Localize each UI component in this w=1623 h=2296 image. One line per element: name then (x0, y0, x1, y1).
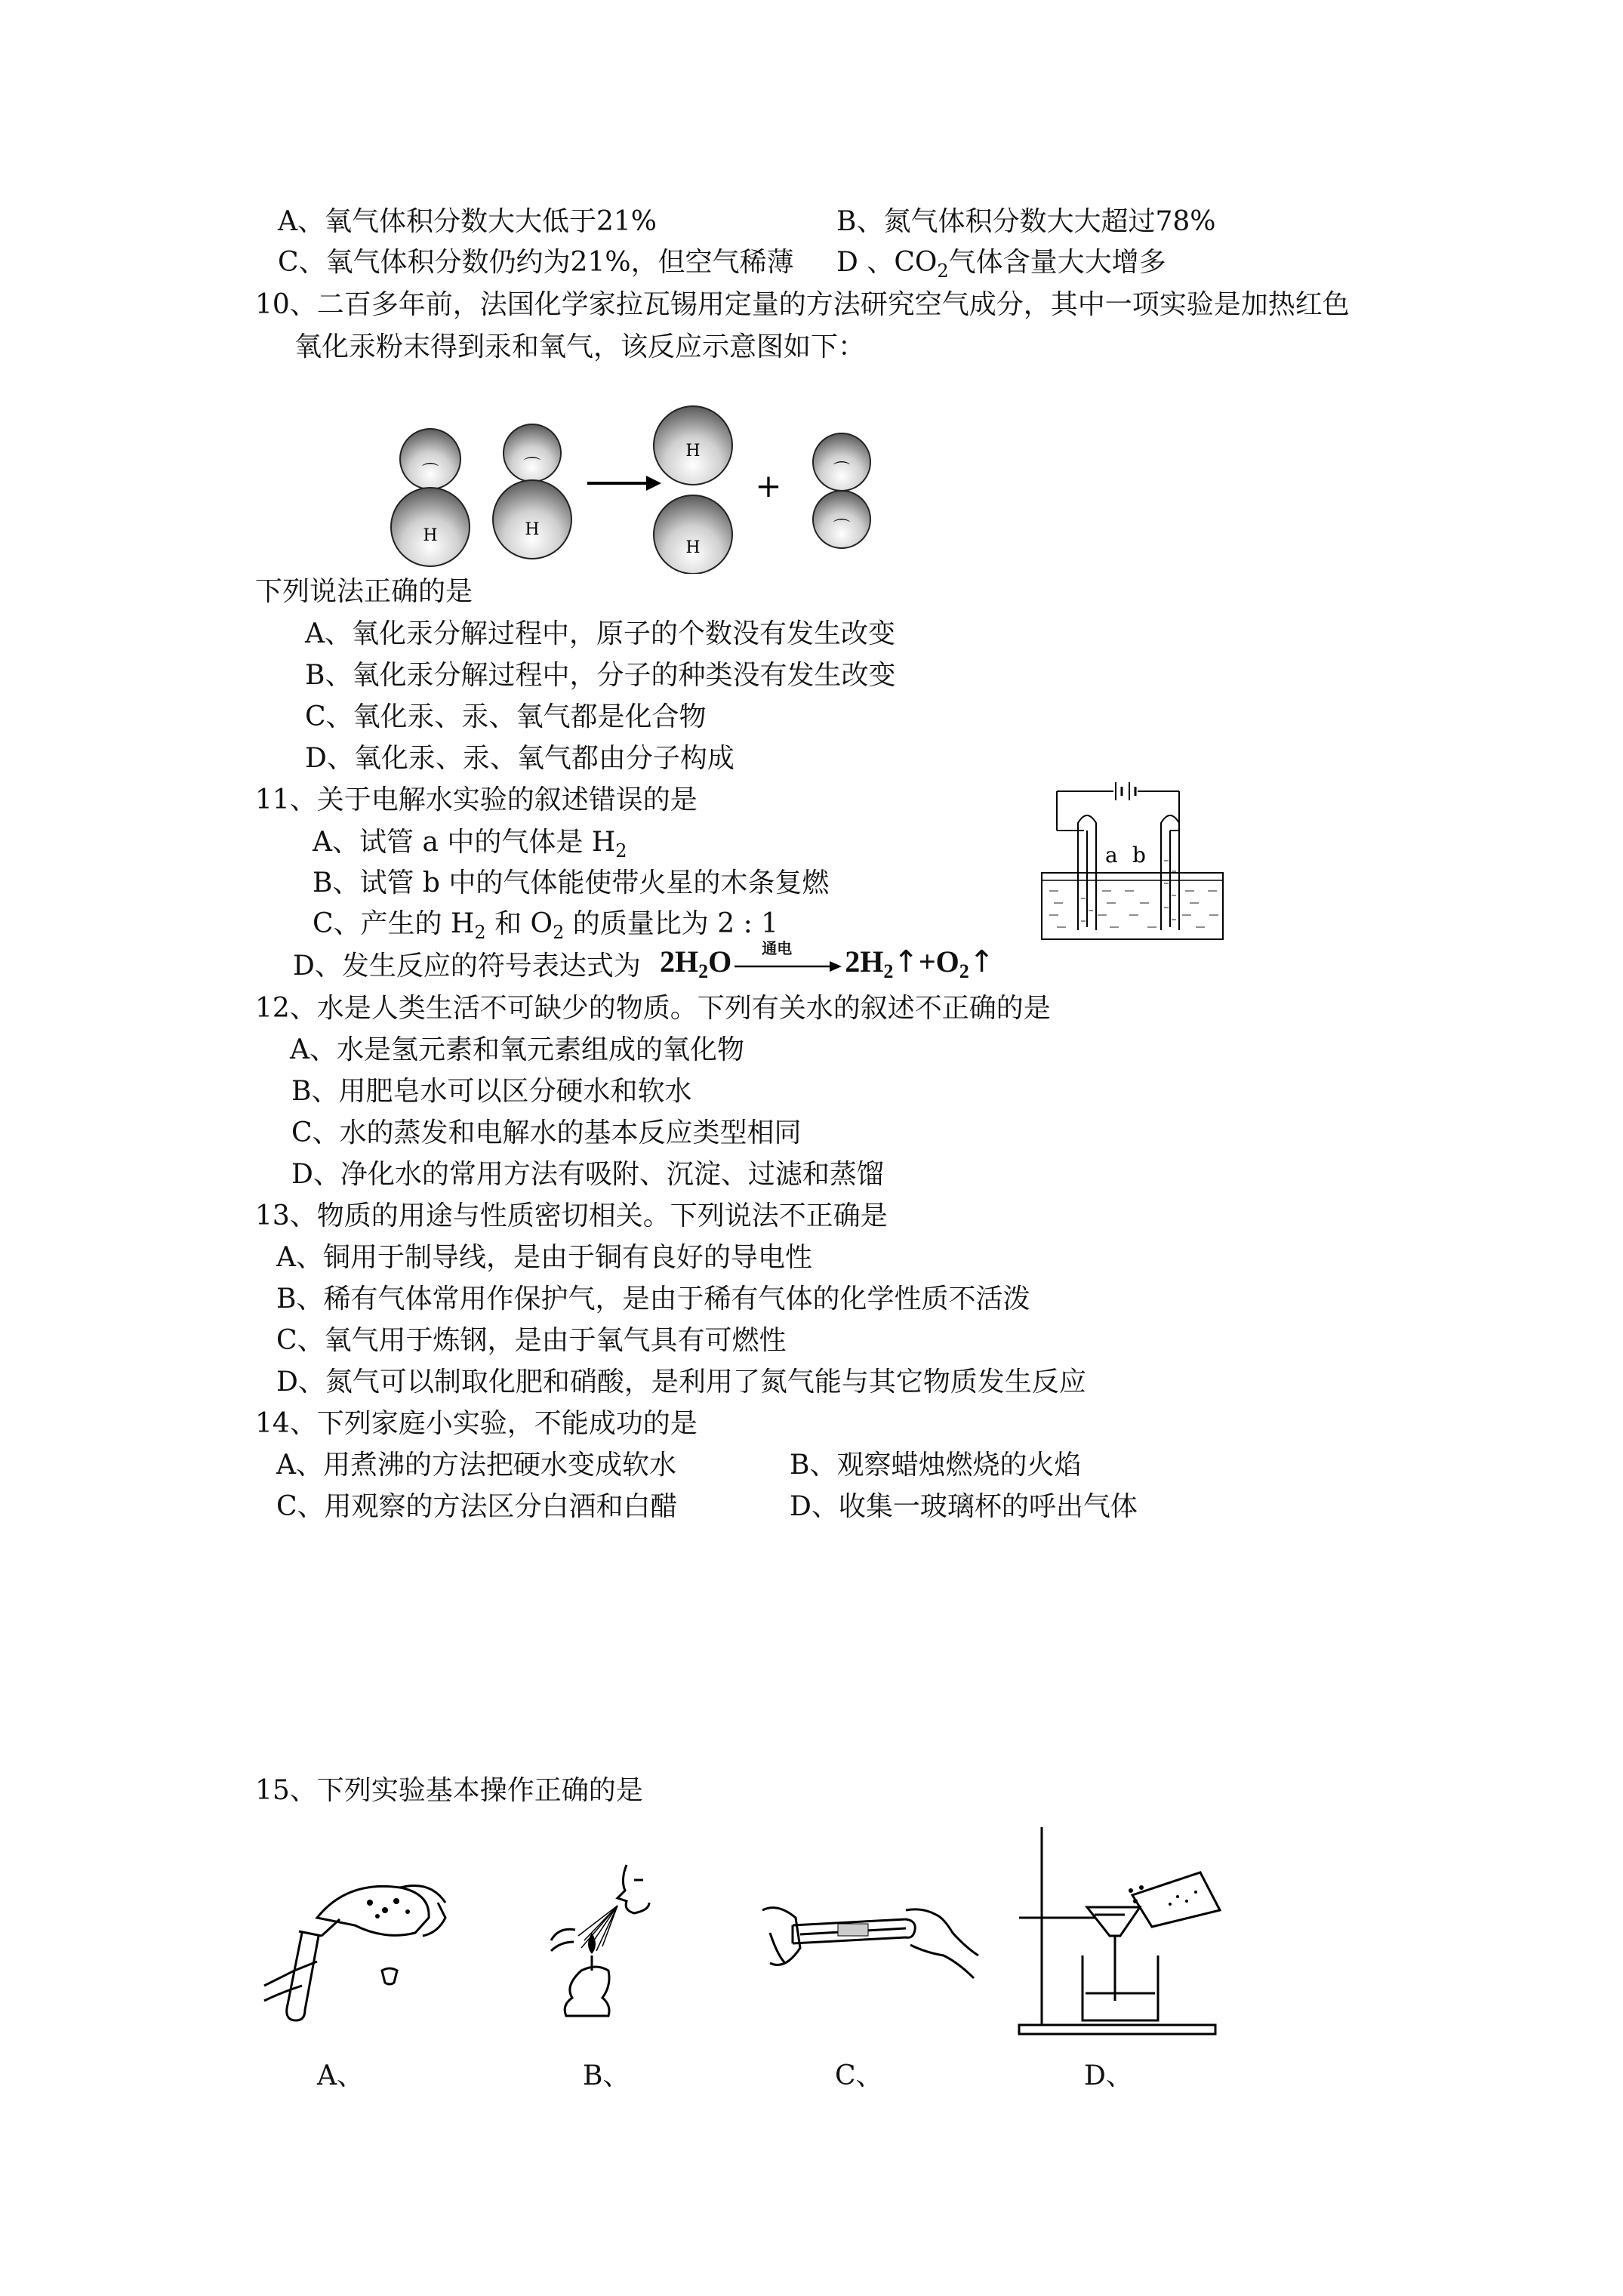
q15-label-c: C、 (835, 2060, 883, 2091)
q10-option-d: D、氧化汞、汞、氧气都由分子构成 (305, 743, 735, 774)
atom-label: ⌒ (833, 519, 851, 538)
q9-option-b (836, 205, 1216, 239)
reaction-arrow (587, 476, 661, 491)
q10-stem-line2: 氧化汞粉末得到汞和氧气，该反应示意图如下： (294, 331, 866, 362)
atom-label: H (685, 538, 701, 557)
q14-stem: 14、下列家庭小实验，不能成功的是 (255, 1408, 698, 1439)
q11-stem: 11、关于电解水实验的叙述错误的是 (255, 784, 698, 815)
atom-label: ⌒ (523, 457, 541, 476)
option-text: 氧气体积分数大大低于21% (325, 206, 658, 237)
q9-option-d (836, 246, 1166, 282)
reaction-condition: 通电 (762, 938, 793, 957)
q15-label-b: B、 (583, 2060, 630, 2091)
q12-option-c: C、水的蒸发和电解水的基本反应类型相同 (291, 1117, 802, 1148)
electrolysis-equation (660, 938, 995, 982)
q10-option-b: B、氧化汞分解过程中，分子的种类没有发生改变 (305, 660, 896, 691)
gas-arrow: ↑ (893, 945, 919, 979)
q12-option-a: A、水是氢元素和氧元素组成的氧化物 (290, 1034, 744, 1065)
option-letter: C、 (278, 247, 326, 278)
formula-text: +O (918, 945, 959, 978)
option-text: 和 O (485, 908, 553, 939)
q14-option-d: D、收集一玻璃杯的呼出气体 (790, 1491, 1138, 1522)
formula-text: O (708, 945, 732, 978)
q10-option-a: A、氧化汞分解过程中，原子的个数没有发生改变 (305, 618, 895, 649)
q12-stem: 12、水是人类生活不可缺少的物质。下列有关水的叙述不正确的是 (255, 993, 1051, 1024)
pouring-liquid-figure (257, 1872, 453, 2023)
q15-stem: 15、下列实验基本操作正确的是 (255, 1775, 643, 1806)
atom-label: H (423, 526, 438, 545)
q14-option-b: B、观察蜡烛燃烧的火焰 (790, 1450, 1082, 1481)
option-text: 氮气体积分数大大超过78% (883, 206, 1216, 237)
q9-option-a (278, 205, 657, 239)
filtration-setup-figure (1012, 1812, 1238, 2039)
subscript: 2 (553, 922, 565, 943)
alcohol-lamp-figure (536, 1857, 702, 2031)
q14-option-a: A、用煮沸的方法把硬水变成软水 (276, 1450, 676, 1481)
water-trough (1042, 873, 1223, 939)
plus-sign: + (755, 467, 782, 504)
option-text: CO (894, 247, 938, 278)
q9-option-c (278, 246, 794, 279)
q15-label-a: A、 (317, 2060, 364, 2091)
option-text: C、产生的 H (313, 908, 475, 939)
subscript: 2 (474, 922, 486, 943)
tube-a-label: a (1105, 843, 1118, 868)
option-letter: A、 (278, 206, 325, 237)
q12-option-d: D、净化水的常用方法有吸附、沉淀、过滤和蒸馏 (291, 1159, 884, 1190)
atom-label: ⌒ (833, 461, 851, 480)
q13-option-c: C、氧气用于炼钢，是由于氧气具有可燃性 (276, 1325, 787, 1356)
q13-option-b: B、稀有气体常用作保护气，是由于稀有气体的化学性质不活泼 (276, 1284, 1030, 1314)
q14-option-c: C、用观察的方法区分白酒和白醋 (276, 1491, 678, 1522)
mercury-oxide-decomposition-diagram (385, 393, 898, 574)
product-mercury-atoms (654, 406, 732, 574)
option-letter: D 、 (836, 247, 895, 278)
option-letter: B、 (836, 206, 884, 237)
q10-prompt: 下列说法正确的是 (255, 576, 473, 607)
q15-label-d: D、 (1084, 2060, 1133, 2091)
atom-label: H (525, 520, 540, 539)
mercury-atom (654, 495, 732, 574)
tube-b-label: b (1132, 843, 1146, 868)
reactant-molecule-2 (493, 424, 571, 559)
q11-option-b: B、试管 b 中的气体能使带火星的木条复燃 (313, 868, 830, 898)
subscript: 2 (698, 960, 709, 982)
q10-stem-line1: 10、二百多年前，法国化学家拉瓦锡用定量的方法研究空气成分，其中一项实验是加热红色 (255, 289, 1350, 320)
mercury-atom (493, 480, 571, 559)
option-text: A、试管 a 中的气体是 H (313, 827, 616, 858)
subscript: 2 (937, 260, 949, 282)
subscript: 2 (883, 960, 894, 982)
subscript: 2 (615, 840, 627, 861)
product-oxygen-molecule (813, 433, 870, 548)
option-text: 的质量比为 2 : 1 (564, 908, 779, 939)
option-text: 氧气体积分数仍约为21%，但空气稀薄 (325, 247, 794, 278)
gas-arrow: ↑ (969, 945, 995, 979)
heating-test-tube-figure (755, 1888, 981, 1986)
battery-icon (1057, 782, 1179, 800)
q12-option-b: B、用肥皂水可以区分硬水和软水 (291, 1076, 692, 1107)
q10-option-c: C、氧化汞、汞、氧气都是化合物 (305, 701, 707, 732)
atom-label: ⌒ (421, 463, 439, 482)
q11-option-a (313, 826, 627, 859)
option-text: D、发生反应的符号表达式为 (293, 951, 641, 982)
formula-text: 2H (660, 945, 699, 978)
q13-option-a: A、铜用于制导线，是由于铜有良好的导电性 (276, 1242, 812, 1273)
q13-stem: 13、物质的用途与性质密切相关。下列说法不正确是 (255, 1200, 888, 1231)
q13-option-d: D、氮气可以制取化肥和硝酸，是利用了氮气能与其它物质发生反应 (276, 1367, 1086, 1398)
formula-text: 2H (845, 945, 884, 978)
reaction-arrow (731, 938, 845, 980)
reactant-molecule-1 (391, 429, 470, 566)
q11-option-c (313, 908, 778, 941)
option-text: 气体含量大大增多 (948, 247, 1166, 278)
subscript: 2 (959, 960, 969, 982)
q11-option-d (293, 950, 641, 983)
atom-label: H (685, 442, 701, 461)
electrolysis-apparatus-diagram (1034, 770, 1238, 944)
